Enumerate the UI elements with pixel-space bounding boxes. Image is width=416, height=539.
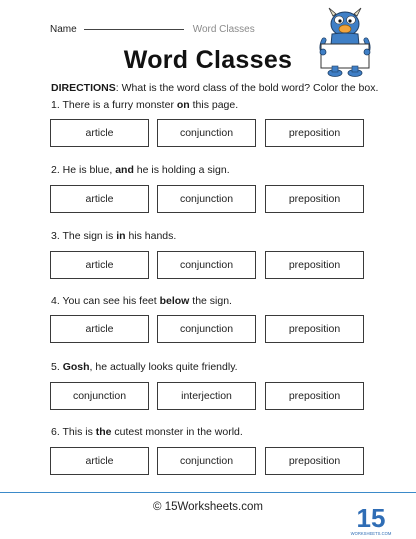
answer-box[interactable]: conjunction: [50, 382, 149, 410]
answer-row-4: [50, 315, 370, 343]
question-6: [51, 426, 243, 438]
worksheets-logo-icon: [350, 502, 392, 538]
answer-box[interactable]: conjunction: [157, 185, 256, 213]
question-text: 6. This is: [51, 426, 96, 438]
answer-row-6: [50, 447, 370, 475]
bold-word: on: [176, 99, 190, 111]
question-2: [51, 164, 230, 176]
answer-box[interactable]: preposition: [265, 185, 364, 213]
answer-box[interactable]: article: [50, 119, 149, 147]
answer-box[interactable]: conjunction: [157, 315, 256, 343]
question-text: 4. You can see his feet: [51, 295, 160, 307]
question-text: he is holding a sign.: [133, 164, 230, 176]
question-text: 2. He is blue,: [51, 164, 116, 176]
bold-word: below: [159, 295, 190, 307]
answer-box[interactable]: preposition: [265, 382, 364, 410]
answer-box[interactable]: preposition: [265, 251, 364, 279]
answer-box[interactable]: conjunction: [157, 251, 256, 279]
answer-box[interactable]: article: [50, 185, 149, 213]
page-title: Word Classes: [123, 46, 293, 74]
bold-word: and: [115, 164, 134, 176]
question-text: 1. There is a furry monster: [51, 99, 177, 111]
question-5: [51, 361, 238, 373]
answer-box[interactable]: preposition: [265, 119, 364, 147]
answer-row-5: [50, 382, 370, 410]
logo-text: WORKSHEETS.COM: [350, 531, 392, 536]
name-label: Name: [50, 24, 77, 35]
answer-box[interactable]: conjunction: [157, 447, 256, 475]
directions: [51, 82, 378, 94]
answer-box[interactable]: preposition: [265, 447, 364, 475]
bold-word: in: [116, 230, 126, 242]
answer-box[interactable]: conjunction: [157, 119, 256, 147]
answer-box[interactable]: article: [50, 315, 149, 343]
question-3: [51, 230, 176, 242]
monster-illustration: [312, 4, 378, 78]
directions-label: DIRECTIONS: [51, 82, 116, 94]
answer-box[interactable]: interjection: [157, 382, 256, 410]
question-text: 5.: [51, 361, 63, 373]
question-4: [51, 295, 232, 307]
directions-text: : What is the word class of the bold word? Color the box.: [115, 82, 379, 94]
answer-row-1: [50, 119, 370, 147]
answer-box[interactable]: article: [50, 251, 149, 279]
question-text: the sign.: [189, 295, 232, 307]
answer-box[interactable]: article: [50, 447, 149, 475]
footer-divider: [0, 492, 416, 493]
footer-copyright: © 15Worksheets.com: [153, 501, 263, 513]
question-text: this page.: [189, 99, 239, 111]
header-subtitle: Word Classes: [192, 24, 255, 35]
logo-number: 15: [356, 503, 386, 533]
answer-row-3: [50, 251, 370, 279]
question-text: his hands.: [125, 230, 177, 242]
name-header: [50, 24, 255, 35]
answer-row-2: [50, 185, 370, 213]
question-text: cutest monster in the world.: [111, 426, 243, 438]
question-1: [51, 99, 238, 111]
name-blank-line[interactable]: [84, 29, 184, 30]
answer-box[interactable]: preposition: [265, 315, 364, 343]
question-text: , he actually looks quite friendly.: [89, 361, 238, 373]
bold-word: the: [95, 426, 112, 438]
bold-word: Gosh: [62, 361, 90, 373]
question-text: 3. The sign is: [51, 230, 117, 242]
